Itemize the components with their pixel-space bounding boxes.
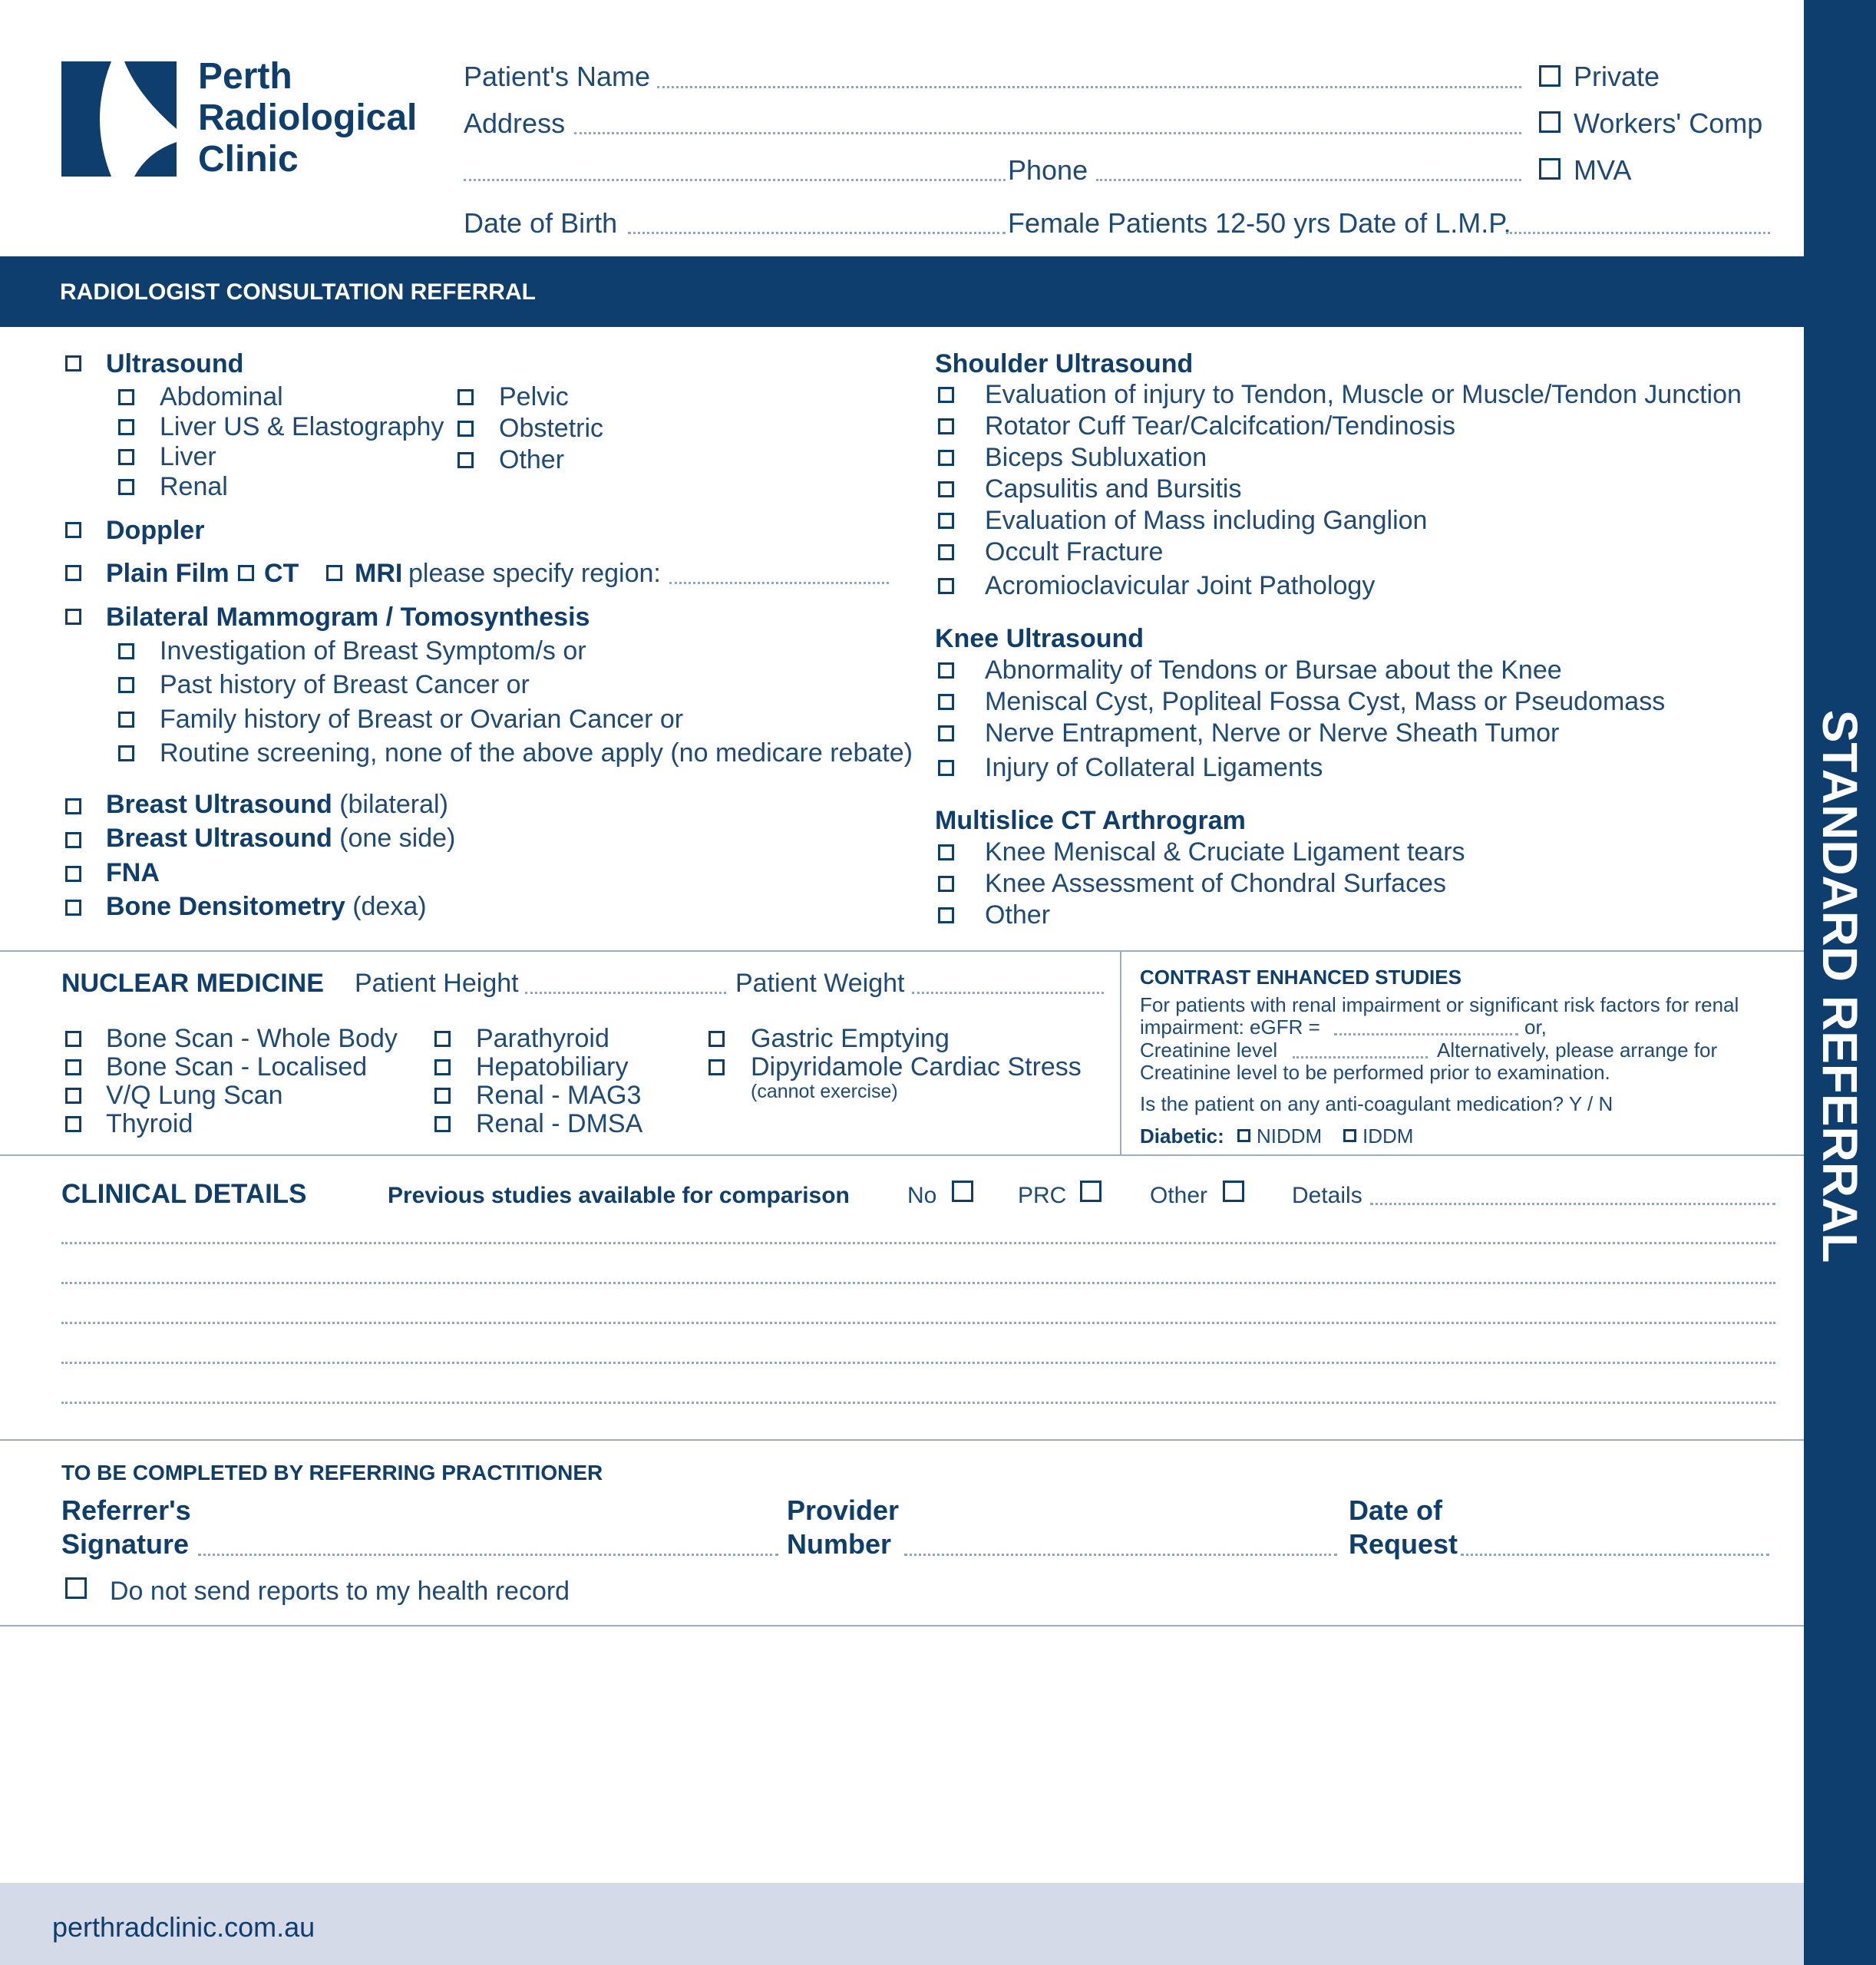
knee-item-2-checkbox[interactable] bbox=[938, 694, 954, 710]
hepatobiliary-label: Hepatobiliary bbox=[476, 1052, 629, 1082]
plain-film-checkbox[interactable] bbox=[65, 565, 81, 581]
bone-scan-local-checkbox[interactable] bbox=[65, 1059, 81, 1075]
shoulder-item-2-label: Rotator Cuff Tear/Calcifcation/Tendinosis bbox=[985, 411, 1455, 441]
no-send-checkbox[interactable] bbox=[65, 1577, 87, 1599]
knee-item-3-label: Nerve Entrapment, Nerve or Nerve Sheath Tumor bbox=[985, 718, 1560, 748]
diabetic-label: Diabetic: bbox=[1140, 1125, 1224, 1148]
pelvic-label: Pelvic bbox=[499, 382, 569, 411]
thyroid-label: Thyroid bbox=[106, 1109, 193, 1138]
breast-symptom-checkbox[interactable] bbox=[118, 643, 134, 659]
knee-item-2-label: Meniscal Cyst, Popliteal Fossa Cyst, Mass or Pseudomass bbox=[985, 687, 1666, 716]
brand-line-1: Perth bbox=[198, 56, 292, 97]
prc-label: PRC bbox=[1018, 1183, 1067, 1208]
phone-label: Phone bbox=[1008, 154, 1088, 186]
anticoag-question: Is the patient on any anti-coagulant medication? Y / N bbox=[1140, 1092, 1613, 1115]
shoulder-item-7-label: Acromioclavicular Joint Pathology bbox=[985, 571, 1376, 600]
shoulder-item-5-label: Evaluation of Mass including Ganglion bbox=[985, 506, 1428, 535]
bone-densitometry-checkbox[interactable] bbox=[65, 900, 81, 916]
shoulder-item-6-checkbox[interactable] bbox=[938, 544, 954, 560]
fna-label: FNA bbox=[106, 858, 160, 887]
obstetric-label: Obstetric bbox=[499, 414, 604, 443]
workers-comp-label: Workers' Comp bbox=[1574, 107, 1763, 139]
past-history-label: Past history of Breast Cancer or bbox=[160, 670, 530, 699]
shoulder-item-7-checkbox[interactable] bbox=[938, 578, 954, 594]
mammogram-label: Bilateral Mammogram / Tomosynthesis bbox=[106, 603, 590, 632]
liver-elasto-label: Liver US & Elastography bbox=[160, 412, 444, 441]
banner-title: RADIOLOGIST CONSULTATION REFERRAL bbox=[60, 279, 536, 305]
parathyroid-checkbox[interactable] bbox=[434, 1031, 451, 1047]
footer-url[interactable]: perthradclinic.com.au bbox=[52, 1911, 315, 1943]
thyroid-checkbox[interactable] bbox=[65, 1116, 81, 1132]
renal-checkbox[interactable] bbox=[118, 479, 134, 495]
clinical-heading: CLINICAL DETAILS bbox=[61, 1179, 307, 1209]
shoulder-item-6-label: Occult Fracture bbox=[985, 537, 1164, 566]
renal-mag3-label: Renal - MAG3 bbox=[476, 1081, 642, 1110]
knee-item-3-checkbox[interactable] bbox=[938, 725, 954, 741]
ct-item-2-checkbox[interactable] bbox=[938, 876, 954, 892]
divider-4 bbox=[0, 1625, 1804, 1626]
niddm-label: NIDDM bbox=[1257, 1125, 1323, 1148]
other-label: Other bbox=[1150, 1183, 1208, 1208]
vq-lung-checkbox[interactable] bbox=[65, 1088, 81, 1104]
bone-scan-whole-label: Bone Scan - Whole Body bbox=[106, 1024, 398, 1053]
past-history-checkbox[interactable] bbox=[118, 677, 134, 693]
abdominal-checkbox[interactable] bbox=[118, 389, 134, 405]
mammogram-checkbox[interactable] bbox=[65, 609, 81, 625]
private-checkbox[interactable] bbox=[1539, 65, 1561, 87]
clinical-line-5[interactable] bbox=[61, 1402, 1775, 1404]
address-field-line-2[interactable] bbox=[464, 179, 1006, 181]
ct-item-3-checkbox[interactable] bbox=[938, 907, 954, 923]
dob-label: Date of Birth bbox=[464, 207, 618, 239]
contrast-egfr-label: impairment: eGFR = bbox=[1140, 1016, 1320, 1039]
clinical-line-3[interactable] bbox=[61, 1322, 1775, 1324]
ultrasound-label: Ultrasound bbox=[106, 349, 244, 378]
shoulder-item-1-checkbox[interactable] bbox=[938, 387, 954, 403]
date-field[interactable] bbox=[1461, 1554, 1769, 1556]
previous-studies-label: Previous studies available for comparison bbox=[388, 1183, 850, 1208]
details-label: Details bbox=[1292, 1183, 1362, 1208]
breast-symptom-label: Investigation of Breast Symptom/s or bbox=[160, 636, 586, 665]
divider-2 bbox=[0, 1154, 1804, 1156]
no-checkbox[interactable] bbox=[952, 1181, 973, 1202]
clinical-line-2[interactable] bbox=[61, 1282, 1775, 1284]
liver-checkbox[interactable] bbox=[118, 449, 134, 465]
breast-us-one-side-checkbox[interactable] bbox=[65, 832, 81, 848]
breast-us-bilateral-title: Breast Ultrasound bbox=[106, 790, 332, 819]
private-label: Private bbox=[1574, 61, 1660, 92]
bone-densitometry-label bbox=[106, 893, 427, 920]
logo bbox=[61, 61, 177, 177]
mva-checkbox[interactable] bbox=[1539, 158, 1561, 180]
ct-label: CT bbox=[264, 559, 299, 588]
weight-field[interactable] bbox=[912, 992, 1104, 994]
shoulder-item-5-checkbox[interactable] bbox=[938, 513, 954, 529]
iddm-checkbox[interactable] bbox=[1343, 1129, 1356, 1142]
family-history-label: Family history of Breast or Ovarian Cancer or bbox=[160, 705, 684, 734]
height-field[interactable] bbox=[525, 992, 726, 994]
doppler-checkbox[interactable] bbox=[65, 522, 81, 538]
pelvic-checkbox[interactable] bbox=[457, 389, 474, 405]
patient-name-field[interactable] bbox=[657, 86, 1521, 88]
egfr-field[interactable] bbox=[1334, 1033, 1518, 1035]
lmp-field[interactable] bbox=[1506, 232, 1770, 234]
ultrasound-checkbox[interactable] bbox=[65, 355, 81, 372]
us-other-label: Other bbox=[499, 445, 565, 474]
region-field[interactable] bbox=[669, 582, 889, 584]
logo-mark-icon bbox=[61, 61, 177, 177]
ct-item-3-label: Other bbox=[985, 900, 1051, 930]
signature-field[interactable] bbox=[198, 1554, 778, 1556]
shoulder-item-1-label: Evaluation of injury to Tendon, Muscle or Muscle/Tendon Junction bbox=[985, 380, 1742, 409]
knee-item-4-checkbox[interactable] bbox=[938, 760, 954, 776]
bone-densitometry-title: Bone Densitometry bbox=[106, 892, 345, 921]
no-send-label: Do not send reports to my health record bbox=[110, 1577, 570, 1606]
brand-line-3: Clinic bbox=[198, 139, 299, 180]
gastric-checkbox[interactable] bbox=[708, 1031, 725, 1047]
no-label: No bbox=[907, 1183, 937, 1208]
other-checkbox[interactable] bbox=[1223, 1181, 1244, 1202]
signature-label-2: Signature bbox=[61, 1528, 190, 1560]
provider-field[interactable] bbox=[904, 1554, 1337, 1556]
nuclear-heading: NUCLEAR MEDICINE bbox=[61, 969, 324, 998]
date-label-1: Date of bbox=[1349, 1494, 1443, 1526]
divider-1 bbox=[0, 950, 1804, 952]
breast-us-one-side-label bbox=[106, 825, 455, 851]
patient-name-label: Patient's Name bbox=[464, 61, 650, 92]
specify-region-label: please specify region: bbox=[408, 559, 661, 588]
dexa-suffix: (dexa) bbox=[352, 892, 427, 921]
renal-dmsa-label: Renal - DMSA bbox=[476, 1109, 643, 1138]
mri-checkbox[interactable] bbox=[326, 565, 342, 581]
creatinine-label: Creatinine level bbox=[1140, 1039, 1278, 1062]
us-other-checkbox[interactable] bbox=[457, 452, 474, 468]
mva-label: MVA bbox=[1574, 154, 1632, 186]
routine-screening-label: Routine screening, none of the above apply (no medicare rebate) bbox=[160, 738, 913, 768]
bone-scan-whole-checkbox[interactable] bbox=[65, 1031, 81, 1047]
mri-label: MRI bbox=[355, 559, 403, 588]
plain-film-label: Plain Film bbox=[106, 559, 230, 588]
family-history-checkbox[interactable] bbox=[118, 712, 134, 728]
shoulder-heading: Shoulder Ultrasound bbox=[935, 349, 1194, 378]
lmp-label: Female Patients 12-50 yrs Date of L.M.P. bbox=[1008, 207, 1511, 239]
iddm-label: IDDM bbox=[1362, 1125, 1414, 1148]
bilateral-suffix: (bilateral) bbox=[339, 790, 448, 819]
liver-elasto-checkbox[interactable] bbox=[118, 419, 134, 435]
knee-item-4-label: Injury of Collateral Ligaments bbox=[985, 753, 1323, 782]
practitioner-heading: TO BE COMPLETED BY REFERRING PRACTITIONER bbox=[61, 1461, 603, 1484]
ct-item-1-checkbox[interactable] bbox=[938, 844, 954, 860]
contrast-heading: CONTRAST ENHANCED STUDIES bbox=[1140, 966, 1461, 989]
ct-checkbox[interactable] bbox=[238, 565, 254, 581]
obstetric-checkbox[interactable] bbox=[457, 421, 474, 437]
renal-label: Renal bbox=[160, 472, 228, 501]
provider-label-2: Number bbox=[787, 1528, 892, 1560]
phone-field[interactable] bbox=[1096, 179, 1521, 181]
address-field[interactable] bbox=[574, 132, 1521, 134]
height-label: Patient Height bbox=[355, 969, 519, 998]
fna-checkbox[interactable] bbox=[65, 866, 81, 882]
brand-line-2: Radiological bbox=[198, 97, 418, 138]
contrast-or: or, bbox=[1524, 1016, 1547, 1039]
creatinine-field[interactable] bbox=[1293, 1056, 1428, 1058]
ct-arthrogram-heading: Multislice CT Arthrogram bbox=[935, 806, 1246, 835]
nuclear-contrast-divider bbox=[1120, 950, 1121, 1154]
breast-us-bilateral-label bbox=[106, 791, 448, 817]
renal-dmsa-checkbox[interactable] bbox=[434, 1116, 451, 1132]
hepatobiliary-checkbox[interactable] bbox=[434, 1059, 451, 1075]
vq-lung-label: V/Q Lung Scan bbox=[106, 1081, 283, 1110]
liver-label: Liver bbox=[160, 442, 216, 471]
gastric-label: Gastric Emptying bbox=[751, 1024, 950, 1053]
shoulder-item-2-checkbox[interactable] bbox=[938, 418, 954, 434]
ct-item-1-label: Knee Meniscal & Cruciate Ligament tears bbox=[985, 837, 1465, 867]
weight-label: Patient Weight bbox=[735, 969, 905, 998]
clinical-line-4[interactable] bbox=[61, 1362, 1775, 1364]
shoulder-item-3-label: Biceps Subluxation bbox=[985, 443, 1207, 472]
contrast-line-4: Creatinine level to be performed prior to examination. bbox=[1140, 1061, 1610, 1084]
prc-checkbox[interactable] bbox=[1080, 1181, 1101, 1202]
doppler-label: Doppler bbox=[106, 516, 205, 545]
details-field[interactable] bbox=[1370, 1203, 1775, 1205]
contrast-alt: Alternatively, please arrange for bbox=[1437, 1039, 1718, 1062]
knee-item-1-checkbox[interactable] bbox=[938, 662, 954, 679]
workers-comp-checkbox[interactable] bbox=[1539, 111, 1561, 133]
breast-us-bilateral-checkbox[interactable] bbox=[65, 798, 81, 814]
routine-screening-checkbox[interactable] bbox=[118, 745, 134, 761]
signature-label-1: Referrer's bbox=[61, 1494, 191, 1526]
ct-item-2-label: Knee Assessment of Chondral Surfaces bbox=[985, 869, 1446, 898]
dob-field[interactable] bbox=[628, 232, 1006, 234]
shoulder-item-4-label: Capsulitis and Bursitis bbox=[985, 474, 1242, 504]
cardiac-stress-label: Dipyridamole Cardiac Stress bbox=[751, 1052, 1082, 1082]
date-label-2: Request bbox=[1349, 1528, 1458, 1560]
niddm-checkbox[interactable] bbox=[1237, 1129, 1250, 1142]
shoulder-item-3-checkbox[interactable] bbox=[938, 450, 954, 466]
cannot-exercise-note: (cannot exercise) bbox=[751, 1081, 898, 1102]
breast-us-one-side-title: Breast Ultrasound bbox=[106, 824, 332, 853]
provider-label-1: Provider bbox=[787, 1494, 900, 1526]
shoulder-item-4-checkbox[interactable] bbox=[938, 481, 954, 497]
renal-mag3-checkbox[interactable] bbox=[434, 1088, 451, 1104]
one-side-suffix: (one side) bbox=[339, 824, 456, 853]
knee-heading: Knee Ultrasound bbox=[935, 624, 1144, 653]
divider-3 bbox=[0, 1439, 1804, 1441]
address-label: Address bbox=[464, 107, 566, 139]
knee-item-1-label: Abnormality of Tendons or Bursae about the Knee bbox=[985, 656, 1562, 685]
contrast-line-1: For patients with renal impairment or significant risk factors for renal bbox=[1140, 993, 1739, 1016]
abdominal-label: Abdominal bbox=[160, 382, 283, 411]
parathyroid-label: Parathyroid bbox=[476, 1024, 609, 1053]
bone-scan-local-label: Bone Scan - Localised bbox=[106, 1052, 368, 1082]
cardiac-stress-checkbox[interactable] bbox=[708, 1059, 725, 1075]
clinical-line-1[interactable] bbox=[61, 1242, 1775, 1244]
side-label: STANDARD REFERRAL bbox=[1812, 709, 1868, 1263]
